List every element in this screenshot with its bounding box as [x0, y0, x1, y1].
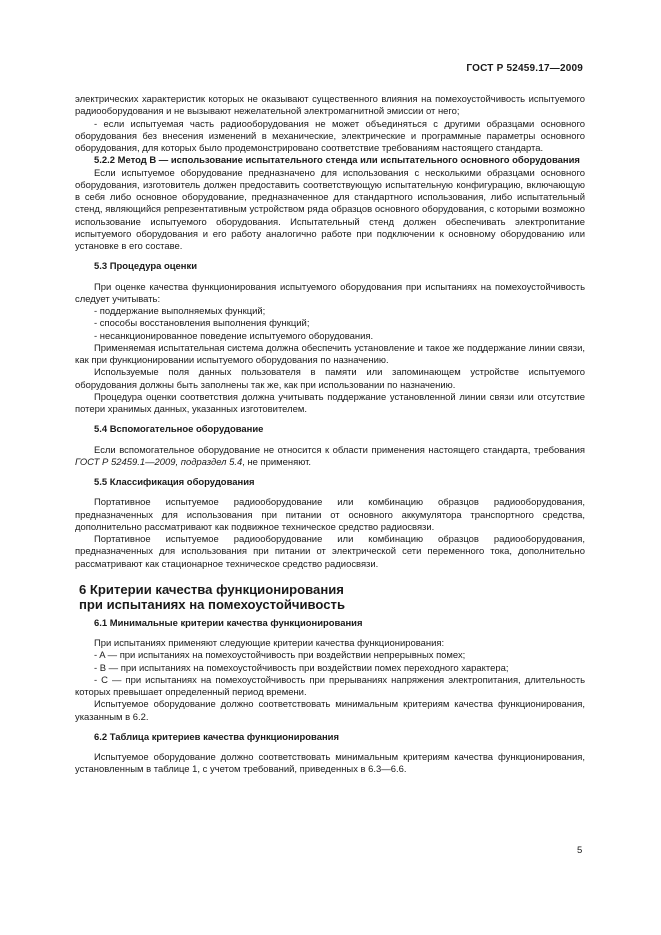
paragraph-continuation: электрических характеристик которых не оказывают существенного влияния на помехоустойчивость испытуемого радиооборудования и не вызывают нежелательной электромагнитной эмиссии от него; — [75, 94, 585, 118]
chapter-heading-line: при испытаниях на помехоустойчивость — [79, 597, 345, 613]
paragraph: Портативное испытуемое радиооборудование или комбинацию образцов радиооборудования, предназначенных для использования при питании от основного аккумулятора транспортного средства, дополнительно рассматривают как подвижное техническое средство радиосвязи. — [75, 497, 585, 533]
list-item: - A — при испытаниях на помехоустойчивость при воздействии непрерывных помех; — [94, 650, 466, 662]
paragraph: Используемые поля данных пользователя в памяти или запоминающем устройстве испытуемого оборудования должны быть заполнены так же, как при использовании по назначению. — [75, 367, 585, 391]
standard-reference: ГОСТ Р 52459.1—2009, подраздел 5.4 — [75, 456, 243, 468]
section-heading-5-2-2: 5.2.2 Метод В — использование испытательного стенда или испытательного основного оборудования — [94, 155, 580, 167]
chapter-heading-line: 6 Критерии качества функционирования — [79, 581, 344, 597]
section-heading-5-4: 5.4 Вспомогательное оборудование — [94, 424, 264, 436]
list-item: - несанкционированное поведение испытуемого оборудования. — [94, 330, 374, 342]
paragraph: При испытаниях применяют следующие критерии качества функционирования: — [94, 638, 445, 649]
section-heading-6-2: 6.2 Таблица критериев качества функционирования — [94, 731, 339, 743]
list-item: - B — при испытаниях на помехоустойчивость при воздействии помех переходного характера; — [94, 662, 509, 674]
section-heading-5-5: 5.5 Классификация оборудования — [94, 477, 255, 488]
text-fragment: Если вспомогательное оборудование не относится к области применения настоящего стандарта, требования — [94, 444, 585, 456]
paragraph: Процедура оценки соответствия должна учитывать поддержание установленной линии связи или отсутствие потери хранимых данных, указанных изготовителем. — [75, 391, 585, 415]
document-code-header: ГОСТ Р 52459.17—2009 — [466, 63, 583, 74]
section-heading-6-1: 6.1 Минимальные критерии качества функционирования — [94, 617, 363, 629]
list-item: - способы восстановления выполнения функций; — [94, 318, 310, 330]
paragraph: - если испытуемая часть радиооборудования не может объединяться с другими образцами основного оборудования без внесения изменений в механические, электрические и программные параметры основного оборудования, для которых было продемонстрировано соответствие требованиям настоящего стандарта. — [75, 118, 585, 154]
paragraph: Испытуемое оборудование должно соответствовать минимальным критериям качества функционирования, установленным в таблице 1, с учетом требований, приведенных в 6.3—6.6. — [75, 752, 585, 776]
paragraph: Применяемая испытательная система должна обеспечить установление и такое же поддержание линии связи, как при функционировании испытуемого оборудования по назначению. — [75, 342, 585, 366]
paragraph — [75, 445, 585, 470]
paragraph: Если испытуемое оборудование предназначено для использования с несколькими образцами основного оборудования, изготовитель должен предоставить соответствующую испытательную конфигурацию, включающую в себя либо основное оборудование, предназначенное для стандартного использования, либо испытательный стенд, являющийся репрезентативным устройством ряда образцов основного оборудования, с которыми возможно использование испытуемого оборудования. Испытательный стенд должен обеспечивать электропитание испытуемого оборудования и его работу аналогично работе при подключении к основному оборудованию или установке в его составе. — [75, 167, 585, 252]
paragraph: При оценке качества функционирования испытуемого оборудования при испытаниях на помехоустойчивость следует учитывать: — [75, 281, 585, 305]
document-body — [75, 94, 585, 777]
list-item: - поддержание выполняемых функций; — [94, 306, 266, 317]
chapter-heading-6 — [75, 582, 585, 613]
section-heading-5-3: 5.3 Процедура оценки — [94, 261, 198, 273]
page-number: 5 — [577, 845, 583, 856]
paragraph: Испытуемое оборудование должно соответствовать минимальным критериям качества функционирования, указанным в 6.2. — [75, 699, 585, 723]
paragraph: Портативное испытуемое радиооборудование или комбинацию образцов радиооборудования, предназначенных для использования при питании от электрической сети переменного тока, дополнительно рассматривают как стационарное техническое средство радиосвязи. — [75, 534, 585, 570]
text-fragment: , не применяют. — [242, 456, 311, 468]
list-item: - C — при испытаниях на помехоустойчивость при прерываниях напряжения электропитания, длительность которых превышает определенный период времени. — [75, 674, 585, 698]
